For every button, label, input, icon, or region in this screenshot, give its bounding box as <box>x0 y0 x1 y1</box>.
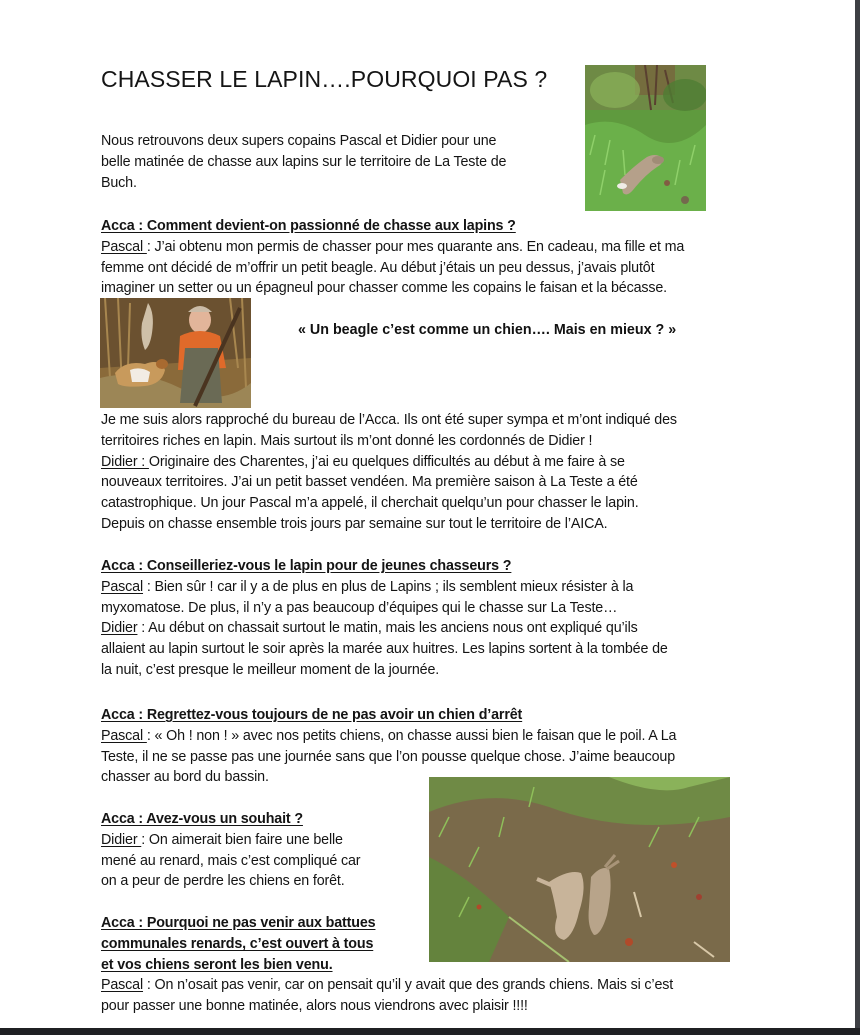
speaker-label: Pascal <box>101 727 147 744</box>
answer-text: Je me suis alors rapproché du bureau de l’Acca. Ils ont été super sympa et m’ont indiqué des <box>101 412 677 428</box>
intro-paragraph <box>101 131 506 193</box>
section-1-continued <box>101 410 677 535</box>
answer-text: : Au début on chassait surtout le matin, mais les anciens nous ont expliqué qu’ils <box>137 620 638 637</box>
speaker-label: Pascal <box>101 578 144 595</box>
article-title: CHASSER LE LAPIN….POURQUOI PAS ? <box>101 66 548 92</box>
answer-text: : On n’osait pas venir, car on pensait qu’il y avait que des grands chiens. Mais si c’est <box>143 977 674 994</box>
intro-line: Buch. <box>101 174 137 191</box>
section-2 <box>101 556 668 681</box>
answer-text: nouveaux territoires. J’ai un petit basset vendéen. Ma première saison à La Teste a été <box>101 474 638 491</box>
pull-quote: « Un beagle c’est comme un chien…. Mais en mieux ? » <box>298 322 677 338</box>
answer-text: myxomatose. De plus, il n’y a pas beaucoup d’équipes qui le chasse sur La Teste… <box>101 599 618 616</box>
rabbit-in-grass-photo <box>585 65 706 211</box>
hunter-with-beagle-photo <box>100 298 251 408</box>
answer-text: femme ont décidé de m’offrir un petit beagle. Au début j’étais un peu dessus, j’avais plutôt <box>101 259 655 276</box>
answer-text: : « Oh ! non ! » avec nos petits chiens, on chasse aussi bien le faisan que le poil. A La <box>146 727 677 744</box>
answer-text: Teste, il ne se passe pas une journée sans que l’on pousse quelque chose. J’aime beaucoup <box>101 748 676 765</box>
answer-text: la nuit, c’est presque le meilleur moment de la journée. <box>101 661 440 678</box>
speaker-label: Pascal <box>101 977 144 994</box>
section-4 <box>101 809 360 892</box>
section-5 <box>101 913 673 1017</box>
answer-text: pour passer une bonne matinée, alors nous viendrons avec plaisir !!!! <box>101 998 528 1015</box>
answer-text: mené au renard, mais c’est compliqué car <box>101 852 361 869</box>
answer-text: Depuis on chasse ensemble trois jours par semaine sur tout le territoire de l’AICA. <box>101 515 608 532</box>
speaker-label: Didier <box>101 831 142 848</box>
speaker-label: Pascal <box>101 238 147 255</box>
answer-text: : Bien sûr ! car il y a de plus en plus de Lapins ; ils semblent mieux résister à la <box>143 578 634 595</box>
intro-line: Nous retrouvons deux supers copains Pascal et Didier pour une <box>101 133 497 149</box>
question-heading: Acca : Pourquoi ne pas venir aux battues <box>101 915 376 931</box>
page-edge-right <box>855 0 860 1035</box>
section-3 <box>101 705 676 788</box>
answer-text: on a peur de perdre les chiens en forêt. <box>101 873 345 890</box>
question-heading: Acca : Regrettez-vous toujours de ne pas avoir un chien d’arrêt <box>101 707 523 723</box>
answer-text: : On aimerait bien faire une belle <box>141 831 343 848</box>
answer-text: imaginer un setter ou un épagneul pour chasser comme les copains le faisan et la bécasse. <box>101 280 668 297</box>
question-heading: Acca : Comment devient-on passionné de chasse aux lapins ? <box>101 218 516 234</box>
intro-line: belle matinée de chasse aux lapins sur le territoire de La Teste de <box>101 153 507 170</box>
answer-text: : J’ai obtenu mon permis de chasser pour mes quarante ans. En cadeau, ma fille et ma <box>146 238 685 255</box>
answer-text: Originaire des Charentes, j’ai eu quelques difficultés au début à me faire à se <box>148 453 625 470</box>
answer-text: allaient au lapin surtout le soir après la marée aux huitres. Les lapins sortent à la tombée de <box>101 641 668 658</box>
question-heading: Acca : Avez-vous un souhait ? <box>101 811 303 827</box>
question-heading: communales renards, c’est ouvert à tous <box>101 935 374 952</box>
answer-text: territoires riches en lapin. Mais surtout ils m’ont donné les cordonnés de Didier ! <box>101 432 593 449</box>
answer-text: chasser au bord du bassin. <box>101 769 269 786</box>
question-heading: Acca : Conseilleriez-vous le lapin pour de jeunes chasseurs ? <box>101 558 512 574</box>
speaker-label: Didier <box>101 620 138 637</box>
question-heading: et vos chiens seront les bien venu. <box>101 956 333 973</box>
section-1 <box>101 216 684 299</box>
answer-text: catastrophique. Un jour Pascal m’a appelé, il cherchait quelqu’un pour chasser le lapin. <box>101 495 639 512</box>
speaker-label: Didier : <box>101 453 149 470</box>
page-edge-bottom <box>0 1028 860 1035</box>
